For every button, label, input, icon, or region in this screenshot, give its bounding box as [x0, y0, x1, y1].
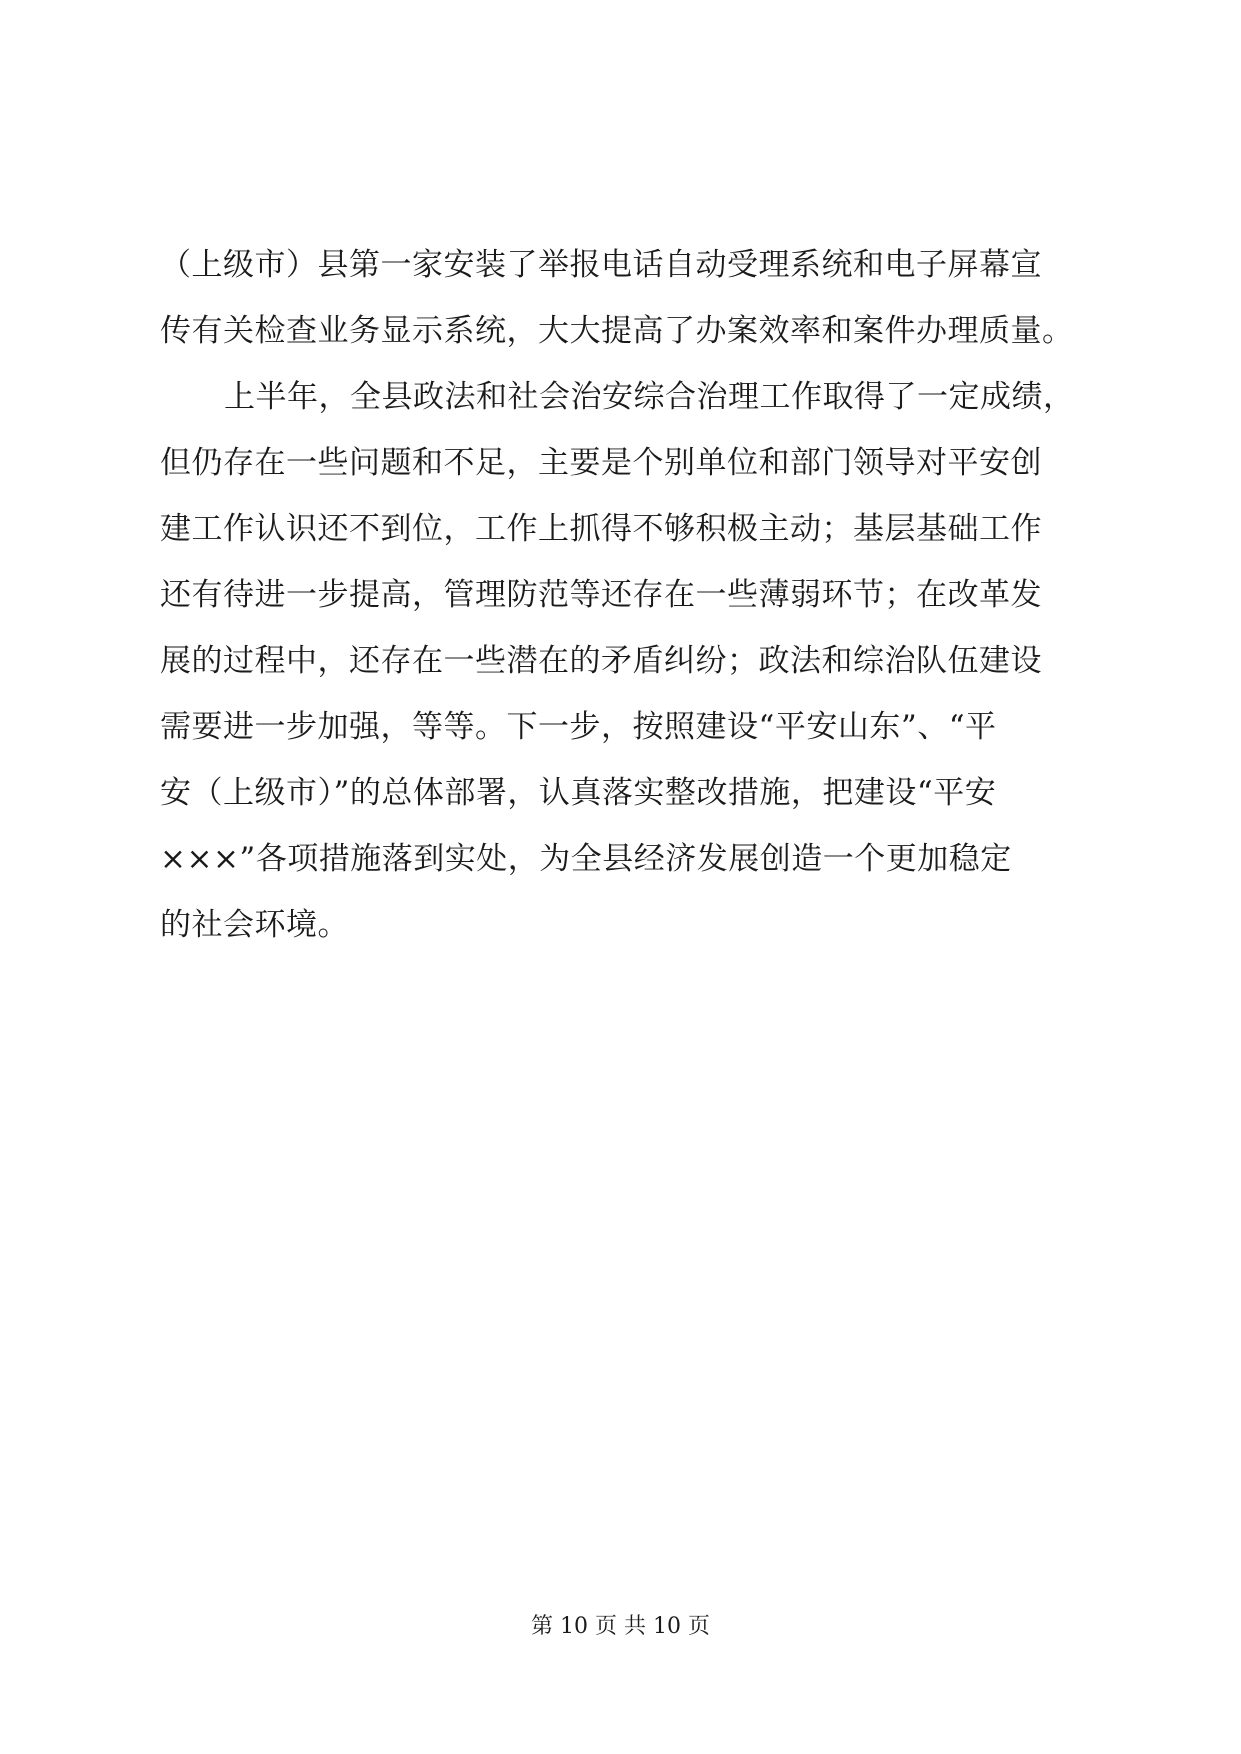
- text-line: 展的过程中，还存在一些潜在的矛盾纠纷；政法和综治队伍建设: [160, 643, 1042, 679]
- text-line: 的社会环境。: [160, 907, 349, 943]
- page-footer: 第 10 页 共 10 页: [531, 1614, 710, 1639]
- text-line: 还有待进一步提高，管理防范等还存在一些薄弱环节；在改革发: [160, 577, 1042, 613]
- text-line: 需要进一步加强，等等。下一步，按照建设“平安山东”、“平: [160, 709, 997, 745]
- text-line: 传有关检查业务显示系统，大大提高了办案效率和案件办理质量。: [160, 313, 1074, 349]
- text-line: 安（上级市）”的总体部署，认真落实整改措施，把建设“平安: [160, 775, 997, 811]
- text-line: ×××”各项措施落到实处，为全县经济发展创造一个更加稳定: [160, 841, 1012, 877]
- paragraph-first-line: 上半年，全县政法和社会治安综合治理工作取得了一定成绩，: [224, 379, 1075, 415]
- text-line: （上级市）县第一家安装了举报电话自动受理系统和电子屏幕宣: [160, 247, 1042, 283]
- document-body: [160, 232, 1120, 958]
- text-line: 建工作认识还不到位，工作上抓得不够积极主动；基层基础工作: [160, 511, 1042, 547]
- text-line: 但仍存在一些问题和不足，主要是个别单位和部门领导对平安创: [160, 445, 1042, 481]
